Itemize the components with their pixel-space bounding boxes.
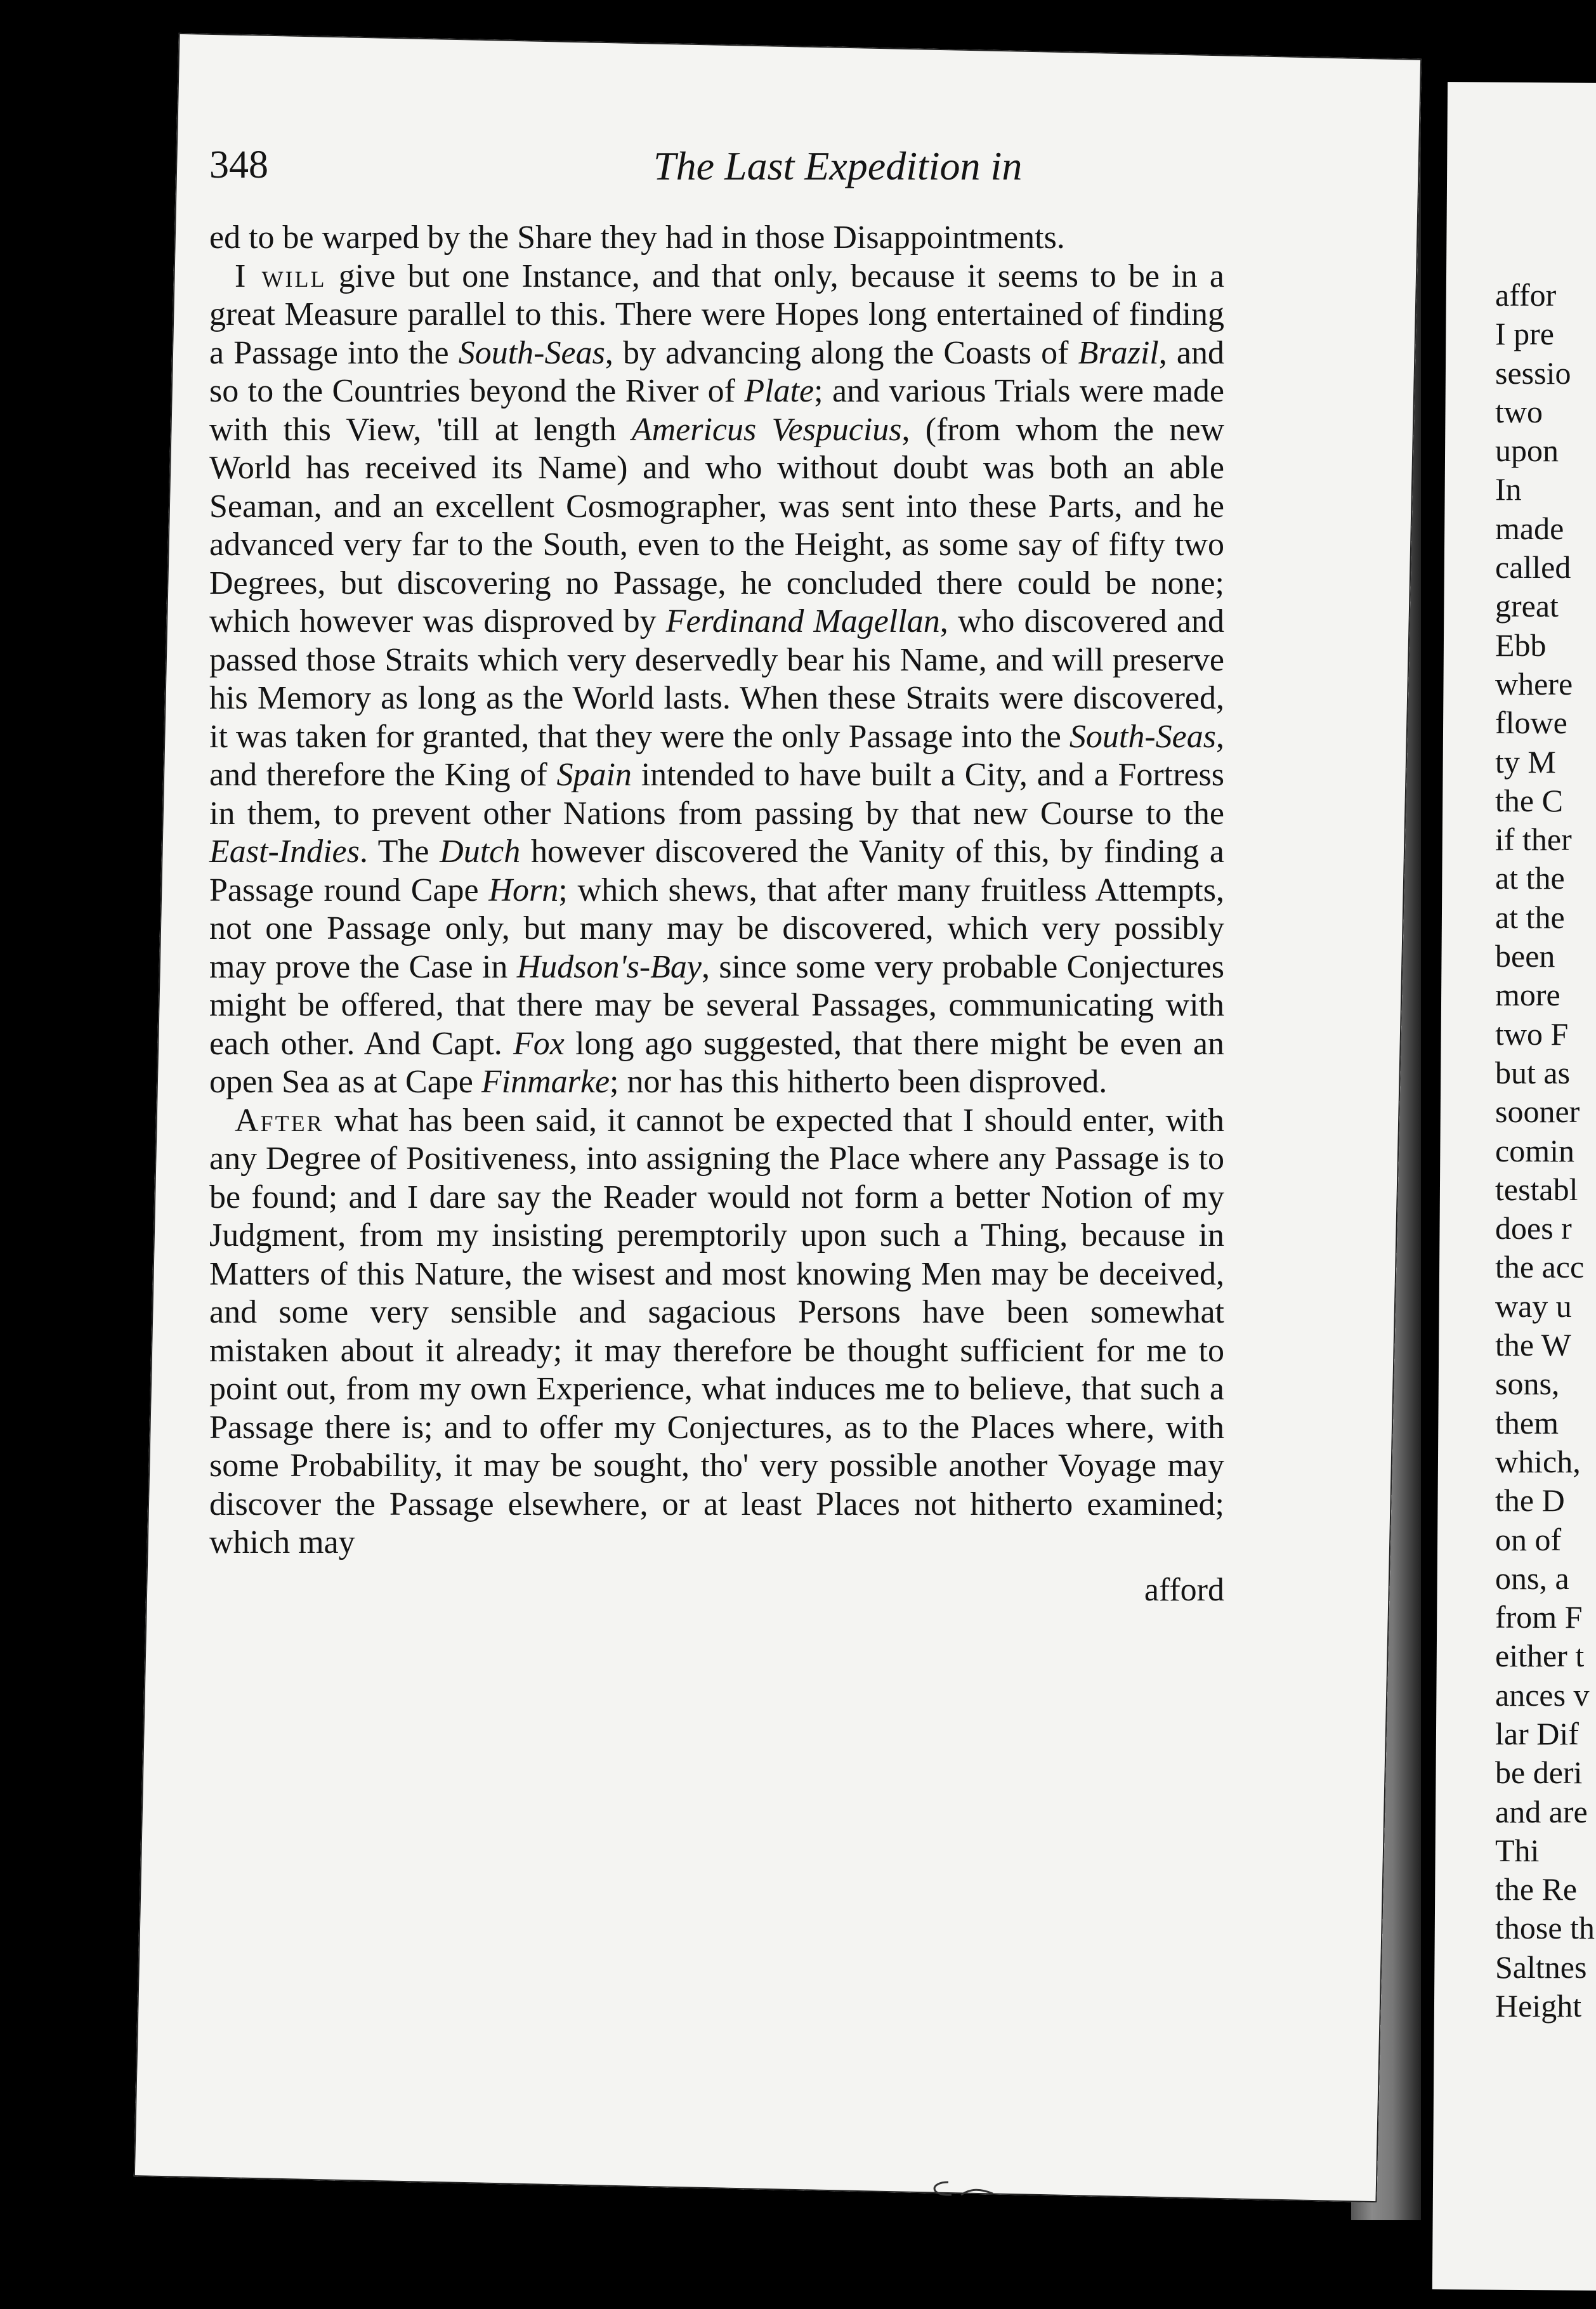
right-page-line: the C bbox=[1495, 782, 1563, 818]
text-run: Finmarke bbox=[481, 1064, 610, 1100]
text-run: however discovered the Vanity of this, by finding a Passage round Cape bbox=[209, 834, 1225, 908]
right-page-line: lar Dif bbox=[1495, 1715, 1579, 1751]
right-page-line: the Re bbox=[1495, 1871, 1578, 1907]
right-page-line: and are bbox=[1495, 1793, 1588, 1829]
text-run: Dutch bbox=[440, 834, 521, 870]
text-run: Horn bbox=[488, 872, 559, 908]
right-page-line: two bbox=[1495, 393, 1543, 429]
running-title: The Last Expedition in bbox=[653, 143, 1023, 188]
right-page-line: those th bbox=[1495, 1910, 1595, 1946]
right-page-line: upon bbox=[1495, 433, 1559, 469]
right-page-line: at the bbox=[1495, 860, 1565, 896]
text-run: Ferdinand Magellan bbox=[665, 603, 940, 639]
right-page-line: does r bbox=[1495, 1210, 1572, 1246]
right-page-line: been bbox=[1495, 938, 1555, 974]
right-page-line: called bbox=[1495, 549, 1571, 585]
right-page-line: way u bbox=[1495, 1288, 1572, 1324]
right-page-line: the acc bbox=[1495, 1249, 1585, 1285]
text-run: ; nor has this hitherto been disproved. bbox=[610, 1064, 1108, 1100]
right-page-line: affor bbox=[1495, 277, 1557, 313]
right-page-line: either t bbox=[1495, 1638, 1585, 1674]
text-run: Fox bbox=[513, 1025, 565, 1062]
text-run: Plate bbox=[744, 373, 814, 409]
text-run: , by advancing along the Coasts of bbox=[605, 334, 1078, 371]
text-run: , since some very probable Conjectures might be offered, that there may be several Passages, communicating with each other. And Capt. bbox=[209, 948, 1224, 1062]
right-page-line: on of bbox=[1495, 1521, 1562, 1557]
right-page-line: ons, a bbox=[1495, 1560, 1569, 1596]
right-page-line: at the bbox=[1495, 899, 1565, 935]
text-run: East-Indies bbox=[209, 834, 360, 870]
page-header bbox=[209, 143, 1224, 206]
right-page-line: two F bbox=[1495, 1016, 1569, 1052]
text-run: intended to have built a City, and a Fortress in them, to prevent other Nations from passing by that new Course to the bbox=[209, 757, 1224, 832]
text-run: Spain bbox=[556, 757, 632, 793]
right-page-line: where bbox=[1495, 665, 1573, 702]
text-run: long ago suggested, that there might be even an open Sea as at Cape bbox=[209, 1025, 1225, 1100]
text-run: Hudson's-Bay bbox=[516, 948, 702, 985]
right-page-line: the D bbox=[1495, 1482, 1565, 1519]
text-run: give but one Instance, and that only, because it seems to be in a great Measure parallel to this. There were Hopes long entertained of finding a Passage into the bbox=[209, 258, 1224, 371]
text-run: Brazil bbox=[1078, 334, 1159, 371]
text-run: , who discovered and passed those Straits which very deservedly bear his Name, and will preserve his Memory as long as the World lasts. When these Straits were discovered, it was taken for granted, that they were the only Passage into the bbox=[209, 603, 1225, 755]
right-page-line: flowe bbox=[1495, 705, 1567, 741]
right-page-line: I pre bbox=[1495, 316, 1554, 352]
right-page-line: In bbox=[1495, 471, 1522, 507]
catchword: afford bbox=[1144, 1572, 1224, 1608]
right-page-line: testabl bbox=[1495, 1171, 1578, 1207]
right-page-line: Saltnes bbox=[1495, 1949, 1587, 1985]
right-page-line: made bbox=[1495, 510, 1564, 546]
paragraph-2 bbox=[209, 1102, 1224, 1562]
text-run: South-Seas bbox=[458, 334, 605, 371]
right-page-line: if ther bbox=[1495, 821, 1572, 858]
pencil-mark-icon bbox=[923, 2176, 1005, 2201]
text-run: , (from whom the new World has received its Name) and who without doubt was both an able Seaman, and an excellent Cosmographer, was sent into these Parts, and he advanced very far to the South, even to the Height, as some say of fifty two Degrees, but discovering no Passage, he concluded there could be none; which however was disproved by bbox=[209, 411, 1225, 639]
right-page-line: be deri bbox=[1495, 1755, 1583, 1791]
text-run: , and therefore the King of bbox=[209, 718, 1224, 793]
right-page-line: comin bbox=[1495, 1132, 1574, 1168]
right-page-line: more bbox=[1495, 977, 1560, 1013]
right-page-line: the W bbox=[1495, 1327, 1571, 1363]
right-page-line: Ebb bbox=[1495, 627, 1547, 663]
text-run: , and so to the Countries beyond the River of bbox=[209, 334, 1224, 409]
right-page-line: sessio bbox=[1495, 355, 1571, 391]
right-page-line: Height bbox=[1495, 1988, 1582, 2024]
right-page-line: ty M bbox=[1495, 743, 1556, 780]
right-page-line: them bbox=[1495, 1404, 1559, 1441]
right-page-line: but as bbox=[1495, 1054, 1571, 1090]
text-run: ed to be warped by the Share they had in those Disappointments. bbox=[209, 219, 1065, 256]
text-run: Americus Vespucius bbox=[631, 411, 902, 448]
page-number: 348 bbox=[209, 143, 268, 186]
right-page-line: Thi bbox=[1495, 1832, 1540, 1868]
text-run: ; which shews, that after many fruitless Attempts, not one Passage only, but many may be discovered, which very possibly may prove the Case in bbox=[209, 872, 1224, 985]
right-page-line: sons, bbox=[1495, 1366, 1560, 1402]
right-page-line: which, bbox=[1495, 1443, 1581, 1479]
text-run: I will bbox=[235, 258, 327, 294]
body-text bbox=[209, 219, 1225, 1608]
paragraph-1 bbox=[209, 258, 1224, 1102]
right-page-line: from F bbox=[1495, 1599, 1583, 1635]
text-run: South-Seas bbox=[1069, 718, 1216, 755]
right-page-line: sooner bbox=[1495, 1094, 1580, 1130]
text-run: what has been said, it cannot be expected that I should enter, with any Degree of Positiveness, into assigning the Place where any Passage is to be found; and I dare say the Reader would not form a better Notion of my Judgment, from my insisting peremptorily upon such a Thing, because in Matters of this Nature, the wisest and most knowing Men may be deceived, and some very sensible and sagacious Persons have been somewhat mistaken about it already; it may therefore be thought sufficient for me to point out, from my own Experience, what induces me to believe, that such a Passage there is; and to offer my Conjectures, as to the Places where, with some Probability, it may be sought, tho' very possible another Voyage may discover the Passage elsewhere, or at least Places not hitherto examined; which may bbox=[209, 1102, 1224, 1560]
text-run: After bbox=[235, 1102, 324, 1139]
right-page-line: great bbox=[1495, 588, 1559, 624]
text-run: . The bbox=[359, 834, 440, 870]
paragraph-0 bbox=[209, 219, 1224, 258]
text-run: ; and various Trials were made with this View, 'till at length bbox=[209, 373, 1224, 448]
right-page-text-fragments bbox=[1495, 276, 1596, 2025]
right-page-line: ances v bbox=[1495, 1677, 1590, 1713]
